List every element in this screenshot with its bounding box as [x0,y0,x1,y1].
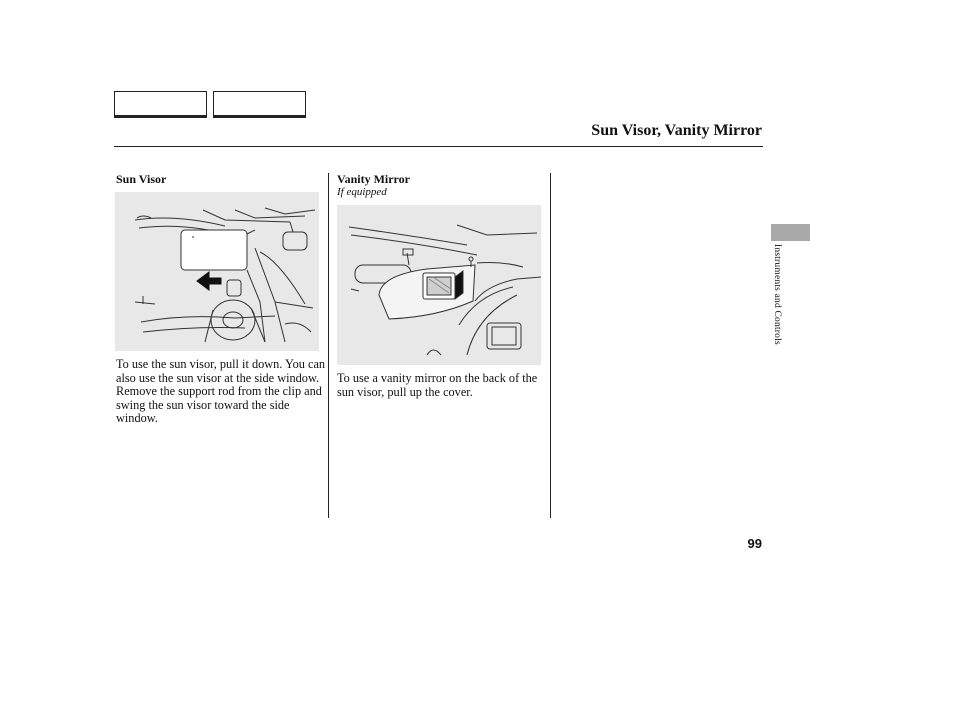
if-equipped-note: If equipped [337,186,387,198]
vanity-mirror-description: To use a vanity mirror on the back of the sun visor, pull up the cover. [337,371,538,399]
sun-visor-description: To use the sun visor, pull it down. You can also use the sun visor at the side window. Remove the support rod from the clip and swing the sun visor toward the side window. [116,357,326,426]
column-divider-left [328,173,329,518]
section-tab [771,224,810,241]
title-divider [114,146,763,147]
column-divider-right [550,173,551,518]
sun-visor-heading: Sun Visor [116,172,167,186]
section-tab-label: Instruments and Controls [772,244,782,345]
nav-button-main-menu[interactable] [114,91,207,118]
nav-button-table-of-contents[interactable] [213,91,306,118]
page-number: 99 [747,536,762,551]
sun-visor-illustration [115,192,319,351]
vanity-mirror-heading: Vanity Mirror [337,172,410,186]
page-title: Sun Visor, Vanity Mirror [591,122,762,139]
vanity-mirror-illustration [337,205,541,365]
